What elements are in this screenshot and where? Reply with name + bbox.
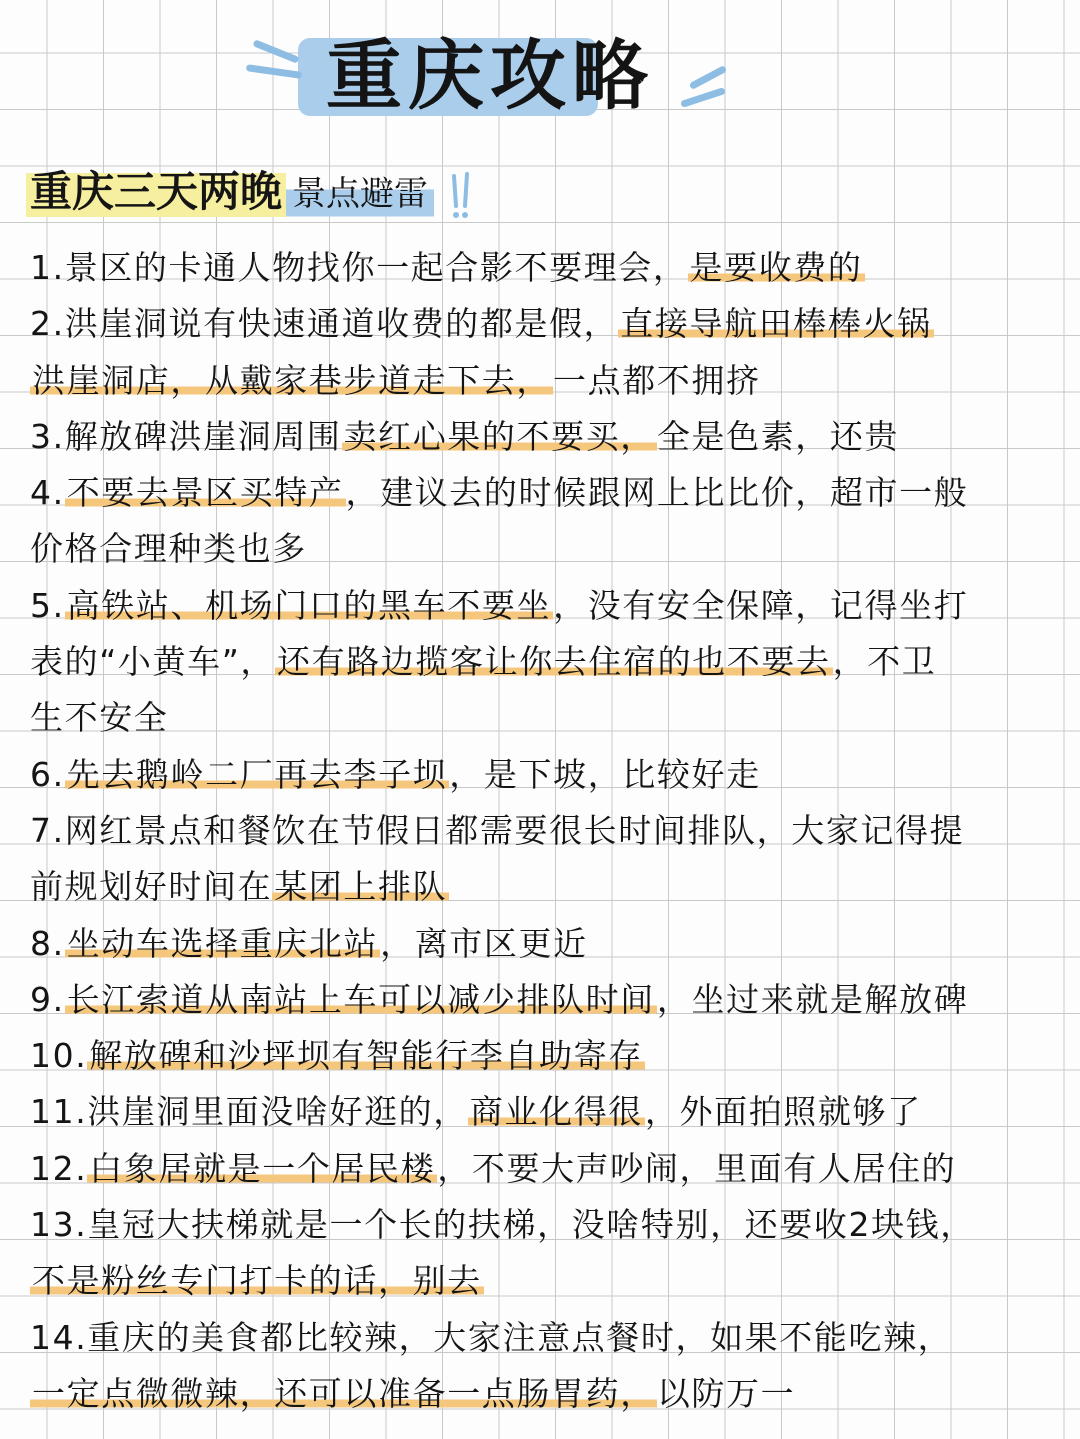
tip-number: 2. <box>30 304 65 344</box>
tip-text-highlighted: 卖红心果的不要买， <box>343 416 655 456</box>
tip-line <box>30 240 1070 296</box>
tip-text: 洪崖洞说有快速通道收费的都是假， <box>64 304 619 344</box>
tip-line <box>30 296 1070 352</box>
tip-number: 6. <box>30 754 65 794</box>
tip-text-highlighted: 不要去景区买特产 <box>66 473 344 513</box>
tip-number: 7. <box>30 810 65 850</box>
tip-text: 价格合理种类也多 <box>30 529 307 569</box>
subtitle <box>26 162 475 226</box>
tip-text: ，建议去的时候跟网上比比价，超市一般 <box>345 473 969 513</box>
tip-number: 4. <box>30 473 65 513</box>
tip-text: 一点都不拥挤 <box>553 360 761 400</box>
tips-list <box>30 240 1070 1422</box>
tip-text-highlighted: 先去鹅岭二厂再去李子坝 <box>66 754 448 794</box>
tip-text-highlighted: 高铁站、机场门口的黑车不要坐 <box>66 585 552 625</box>
title-area <box>240 20 740 130</box>
tip-line <box>30 353 1070 409</box>
tip-text-highlighted: 一定点微微辣，还可以准备一点肠胃药， <box>32 1373 655 1413</box>
tip-line <box>30 859 1070 915</box>
page-title: 重庆攻略 <box>326 31 654 120</box>
tip-line <box>30 1028 1070 1084</box>
tip-line <box>30 1141 1070 1197</box>
tip-line <box>30 465 1070 521</box>
tip-line <box>30 747 1070 803</box>
tip-text: 网红景点和餐饮在节假日都需要很长时间排队，大家记得提 <box>64 810 965 850</box>
tip-text: 重庆的美食都比较辣，大家注意点餐时，如果不能吃辣， <box>87 1317 953 1357</box>
tip-text-highlighted: 不是粉丝专门打卡的话，别去 <box>32 1261 482 1301</box>
tip-line <box>30 690 1070 746</box>
tip-number: 8. <box>30 923 65 963</box>
tip-text-highlighted: 白象居就是一个居民楼 <box>89 1148 436 1188</box>
tip-line <box>30 1084 1070 1140</box>
tip-text: ，不卫 <box>832 642 937 682</box>
tip-text: 以防万一 <box>656 1373 796 1413</box>
tip-text: ，是下坡，比较好走 <box>449 754 761 794</box>
tip-text-highlighted: 解放碑和沙坪坝有智能行李自助寄存 <box>89 1036 643 1076</box>
exclamation-icon <box>449 172 475 222</box>
tip-number: 11. <box>30 1092 88 1132</box>
tip-number: 10. <box>30 1036 88 1076</box>
tip-text: ，外面拍照就够了 <box>644 1092 922 1132</box>
tip-text: 全是色素，还贵 <box>656 416 900 456</box>
tip-text: 皇冠大扶梯就是一个长的扶梯，没啥特别，还要收2块钱， <box>87 1205 975 1245</box>
tip-text: ，离市区更近 <box>380 923 588 963</box>
tip-text-highlighted: 是要收费的 <box>689 248 863 287</box>
tip-text: 洪崖洞里面没啥好逛的， <box>87 1092 468 1132</box>
tip-text: ，不要大声吵闹，里面有人居住的 <box>437 1148 957 1188</box>
tip-line <box>30 972 1070 1028</box>
tip-text-highlighted: 洪崖洞店，从戴家巷步道走下去， <box>32 360 551 400</box>
tip-line <box>30 1253 1070 1309</box>
subtitle-main: 重庆三天两晚 <box>26 162 286 222</box>
tip-number: 1. <box>30 248 65 287</box>
tip-line <box>30 916 1070 972</box>
subtitle-tag: 景点避雷 <box>286 166 434 222</box>
tip-line <box>30 634 1070 690</box>
tip-text: ，没有安全保障，记得坐打 <box>553 585 969 625</box>
tip-text: 解放碑洪崖洞周围 <box>64 416 342 456</box>
tip-number: 5. <box>30 585 65 625</box>
tip-text-highlighted: 长江索道从南站上车可以减少排队时间 <box>66 979 655 1019</box>
tip-line <box>30 409 1070 465</box>
tip-text: 表的“小黄车”， <box>30 642 275 682</box>
tip-text: 景区的卡通人物找你一起合影不要理会， <box>64 248 688 287</box>
tip-number: 13. <box>30 1205 88 1245</box>
tip-line <box>30 521 1070 577</box>
tip-number: 14. <box>30 1317 88 1357</box>
tip-text-highlighted: 商业化得很 <box>469 1092 643 1132</box>
tip-text: 前规划好时间在 <box>30 867 273 907</box>
tip-line <box>30 1197 1070 1253</box>
tip-line <box>30 1366 1070 1422</box>
tip-text: 生不安全 <box>30 698 169 738</box>
tip-number: 9. <box>30 979 65 1019</box>
tip-text: ，坐过来就是解放碑 <box>656 979 969 1019</box>
tip-number: 12. <box>30 1148 88 1188</box>
tip-number: 3. <box>30 416 65 456</box>
tip-text-highlighted: 还有路边揽客让你去住宿的也不要去 <box>277 642 831 682</box>
tip-text-highlighted: 某团上排队 <box>274 867 448 907</box>
tip-text-highlighted: 坐动车选择重庆北站 <box>66 923 379 963</box>
tip-line <box>30 803 1070 859</box>
tip-text-highlighted: 直接导航田棒棒火锅 <box>620 304 932 344</box>
tip-line <box>30 578 1070 634</box>
tip-line <box>30 1310 1070 1366</box>
